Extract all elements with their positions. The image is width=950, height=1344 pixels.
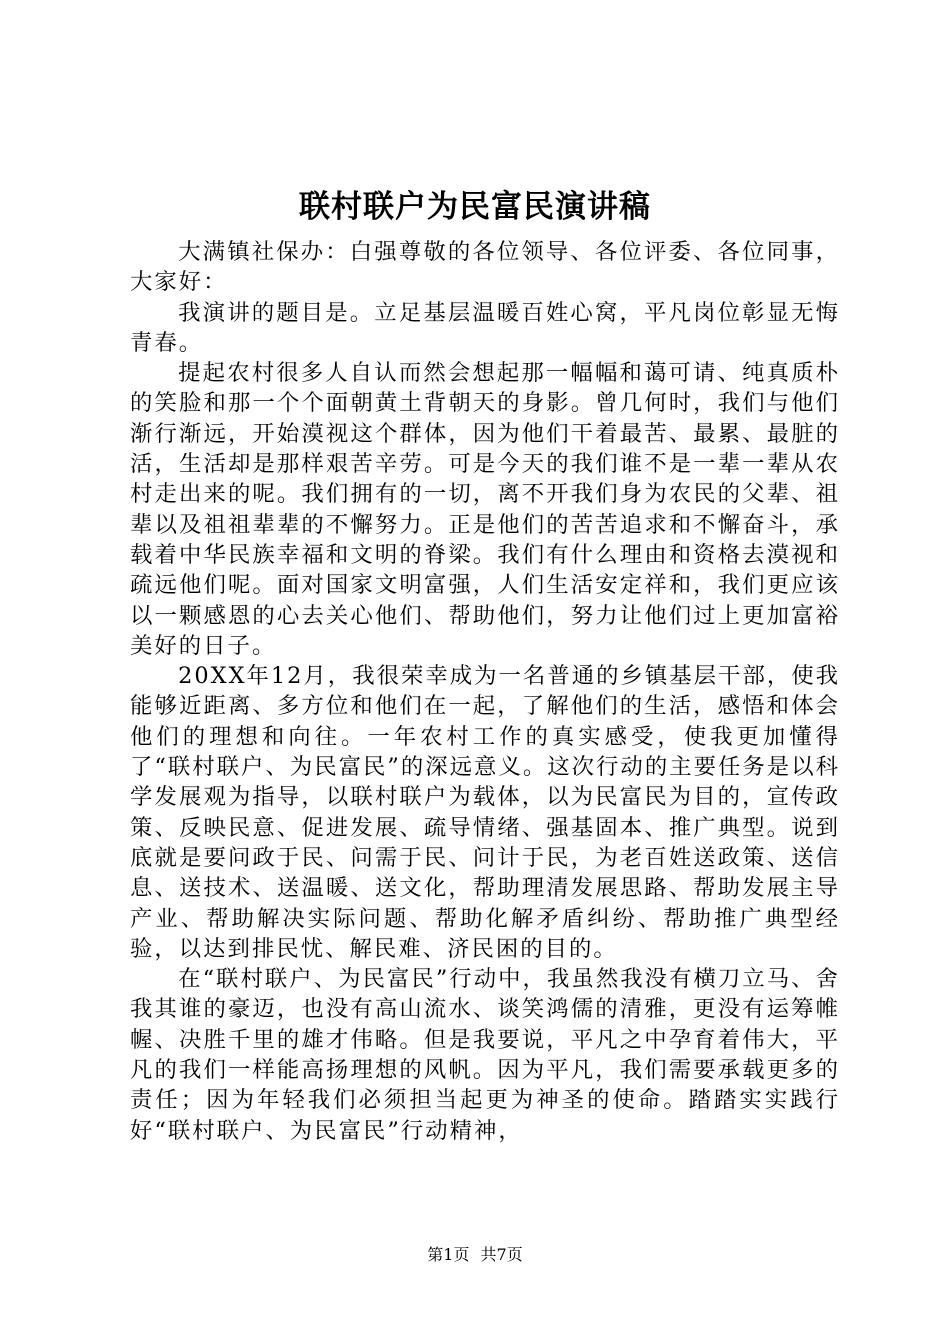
- document-body: [130, 237, 840, 1146]
- document-title: 联村联户为民富民演讲稿: [299, 189, 651, 225]
- paragraph-topic: 我演讲的题目是。立足基层温暖百姓心窝，平凡岗位彰显无悔青春。: [130, 299, 840, 356]
- paragraph-work-experience: 20XX年12月，我很荣幸成为一名普通的乡镇基层干部，使我能够近距离、多方位和他们在一起，了解他们的生活，感悟和体会他们的理想和向往。一年农村工作的真实感受，使我更加懂得了“联村联户、为民富民”的深远意义。这次行动的主要任务是以科学发展观为指导，以联村联户为载体，以为民富民为目的，宣传政策、反映民意、促进发展、疏导情绪、强基固本、推广典型。说到底就是要问政于民、问需于民、问计于民，为老百姓送政策、送信息、送技术、送温暖、送文化，帮助理清发展思路、帮助发展主导产业、帮助解决实际问题、帮助化解矛盾纠纷、帮助推广典型经验，以达到排民忧、解民难、济民困的目的。: [130, 663, 841, 962]
- paragraph-greeting: 大满镇社保办：白强尊敬的各位领导、各位评委、各位同事，大家好：: [130, 239, 840, 296]
- page-number: 第1页: [427, 1245, 470, 1264]
- paragraph-rural-intro: 提起农村很多人自认而然会想起那一幅幅和蔼可请、纯真质朴的笑脸和那一个个面朝黄土背朝天的身影。曾几何时，我们与他们渐行渐远，开始漠视这个群体，因为他们干着最苦、最累、最脏的活，生活却是那样艰苦辛劳。可是今天的我们谁不是一辈一辈从农村走出来的呢。我们拥有的一切，离不开我们身为农民的父辈、祖辈以及祖祖辈辈的不懈努力。正是他们的苦苦追求和不懈奋斗，承载着中华民族幸福和文明的脊梁。我们有什么理由和资格去漠视和疏远他们呢。面对国家文明富强，人们生活安定祥和，我们更应该以一颗感恩的心去关心他们、帮助他们，努力让他们过上更加富裕美好的日子。: [130, 360, 840, 659]
- paragraph-action: 在“联村联户、为民富民”行动中，我虽然我没有横刀立马、舍我其谁的豪迈，也没有高山流水、谈笑鸿儒的清雅，更没有运筹帷幄、决胜千里的雄才伟略。但是我要说，平凡之中孕育着伟大，平凡的我们一样能高扬理想的风帆。因为平凡，我们需要承载更多的责任；因为年轻我们必须担当起更为神圣的使命。踏踏实实践行好“联村联户、为民富民”行动精神，: [130, 966, 840, 1144]
- page-total: 共7页: [480, 1245, 523, 1264]
- page-footer: [0, 1244, 950, 1266]
